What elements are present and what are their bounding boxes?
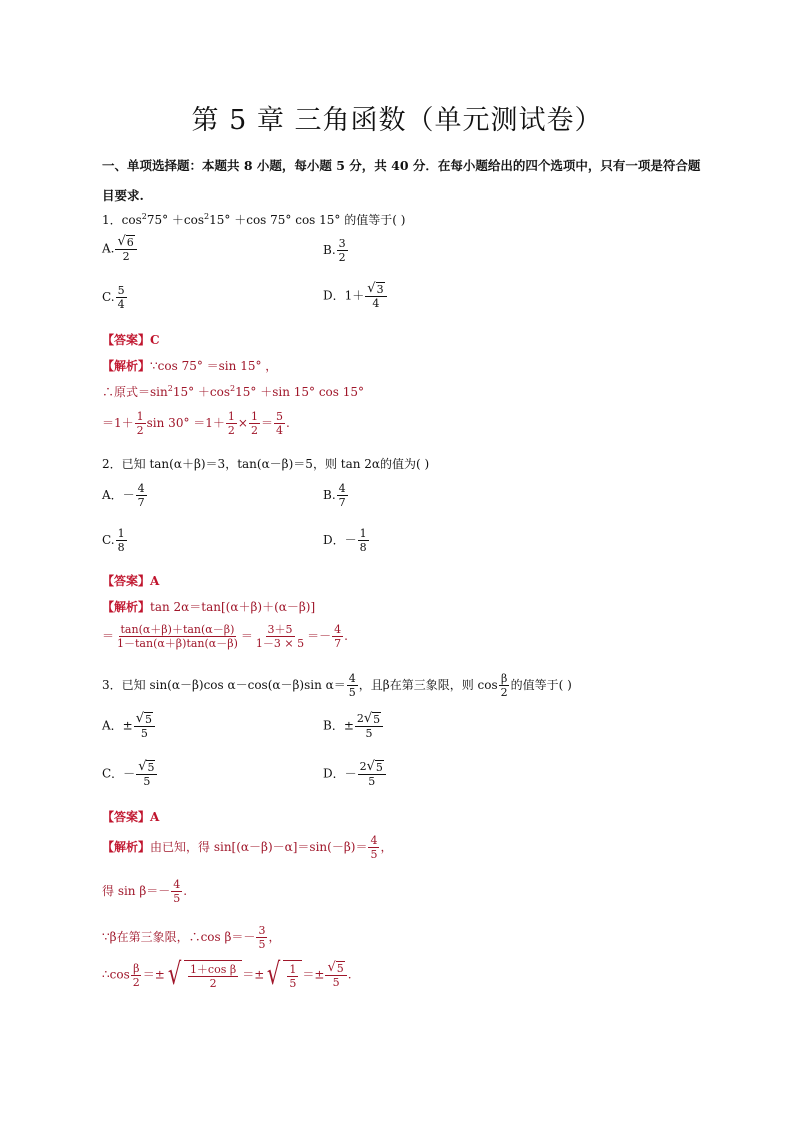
page-title: 第 5 章 三角函数（单元测试卷）: [191, 105, 603, 136]
q3-option-c: C．－ √ 5 5: [102, 760, 158, 788]
q3-option-b: B．± 2 √ 5 5: [323, 712, 384, 740]
q1-option-a: A. √ 6 2: [102, 235, 138, 263]
q2-option-d: D．－ $\frac{1}{8}$: [323, 527, 367, 554]
q1-option-b: B. $\frac{3}{2}$: [323, 237, 346, 264]
q1-analysis-3: ＝1＋ $\frac{1}{2}$ sin 30° ＝1＋ $\frac{1}{2}$ × $\frac{1}{2}$ ＝ $\frac{5}{4}$ .: [102, 410, 290, 437]
q1-answer: 【答案】C: [102, 333, 160, 347]
q3-analysis-1: 【解析】由已知，得 sin[(α－β)－α]＝sin(－β)＝ $\frac{4}{5}$ ，: [102, 834, 393, 861]
section-header-cont: 目要求.: [102, 188, 144, 203]
question-2-stem: 2．已知 tan(α＋β)＝3，tan(α－β)＝5，则 tan 2α的值为( ): [102, 457, 430, 471]
q1-analysis-2: ∴原式$=\sin^215^\circ +\cos^215^\circ +\sin$ 15° cos 15°: [102, 384, 365, 399]
q3-option-d: D．－ 2 √ 5 5: [323, 760, 387, 788]
q2-option-b: B. $\frac{4}{7}$: [323, 482, 346, 509]
q2-answer: 【答案】A: [102, 574, 160, 588]
question-3-stem: 3．已知 sin(α－β)cos α－cos(α－β)sin α＝ $\frac{4}{5}$ ，且β在第三象限，则 cos $\frac{\beta}{2}$ 的值等于( ): [102, 672, 572, 699]
q2-option-a: A．－ $\frac{4}{7}$: [102, 482, 145, 509]
q1-option-d: D．1＋ √ 3 4: [323, 282, 388, 310]
section-header: 一、单项选择题：本题共 8 小题，每小题 5 分，共 40 分．在每小题给出的四个选项中，只有一项是符合题: [102, 158, 701, 173]
q3-answer: 【答案】A: [102, 810, 160, 824]
q3-analysis-2: 得 sin β＝－ $\frac{4}{5}$ .: [102, 878, 188, 905]
q3-analysis-4: ∴cos $\frac{\beta}{2}$ ＝± √ $\frac{\text{1＋cos β}}{2}$ ＝± √ $\frac{1}{5}$ ＝± √ 5 5 .: [102, 957, 352, 992]
q1-analysis-1: 【解析】∵cos 75° ＝sin 15° ，: [102, 359, 278, 373]
q1-option-c: C. $\frac{5}{4}$: [102, 284, 125, 311]
q2-option-c: C. $\frac{1}{8}$: [102, 527, 125, 554]
q2-analysis-2: ＝ $\frac{\tan(\alpha+\beta)+\tan(\alpha-\beta)}{1-\tan(\alpha+\beta)\tan(\alpha-\beta)}$ ＝ $\frac{3+5}{1-3 \times 5}$ ＝－ $\frac{4}{7}$ .: [102, 623, 348, 650]
question-1-stem: 1．$\cos^275^\circ +\cos^215^\circ +\cos$ 75° cos 15° 的值等于( ): [102, 212, 406, 227]
q3-analysis-3: ∵β在第三象限，∴cos β＝－ $\frac{3}{5}$ ，: [102, 924, 281, 951]
q2-analysis-1: 【解析】tan 2α＝tan[(α＋β)＋(α－β)]: [102, 600, 316, 614]
q3-option-a: A．± √ 5 5: [102, 712, 156, 740]
